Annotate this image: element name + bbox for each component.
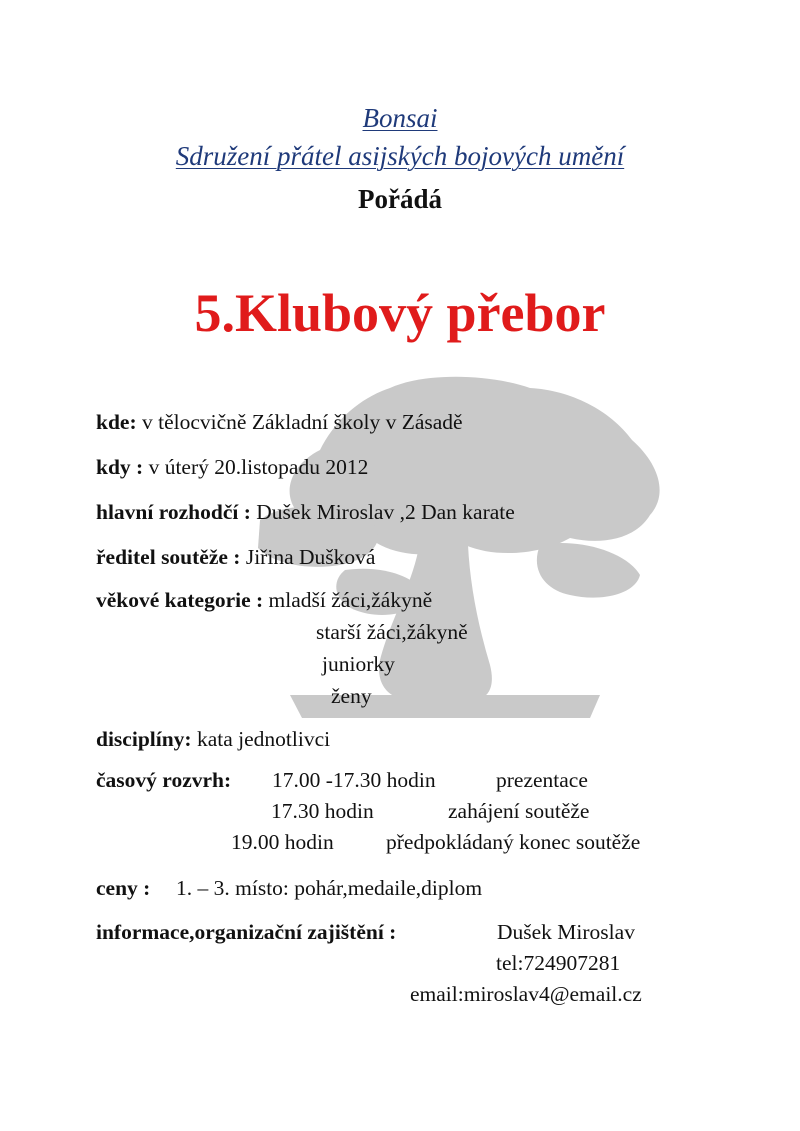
- where-row: [96, 410, 463, 435]
- schedule-event: zahájení soutěže: [448, 799, 590, 823]
- when-value: v úterý 20.listopadu 2012: [148, 455, 369, 479]
- club-name: Bonsai: [362, 103, 438, 133]
- category-item: starší žáci,žákyně: [316, 620, 468, 644]
- categories-row: [96, 588, 432, 613]
- schedule-event: předpokládaný konec soutěže: [386, 830, 641, 854]
- schedule-event: prezentace: [496, 768, 588, 792]
- info-email: email:miroslav4@email.cz: [410, 982, 642, 1006]
- club-full-name: Sdružení přátel asijských bojových umění: [175, 141, 625, 171]
- where-label: kde:: [96, 410, 137, 434]
- category-item: mladší žáci,žákyně: [268, 588, 433, 612]
- disciplines-label: disciplíny:: [96, 727, 192, 751]
- info-phone: tel:724907281: [496, 951, 621, 975]
- when-row: [96, 455, 368, 480]
- prizes-label: ceny :: [96, 876, 151, 900]
- where-value: v tělocvičně Základní školy v Zásadě: [142, 410, 463, 434]
- disciplines-row: [96, 727, 330, 752]
- info-label: informace,organizační zajištění :: [96, 920, 397, 944]
- event-title: 5.Klubový přebor: [194, 283, 606, 343]
- category-item: juniorky: [322, 652, 395, 676]
- director-row: [96, 545, 375, 570]
- when-label: kdy :: [96, 455, 144, 479]
- organizes-heading: Pořádá: [358, 184, 442, 214]
- referee-label: hlavní rozhodčí :: [96, 500, 251, 524]
- director-value: Jiřina Dušková: [245, 545, 376, 569]
- referee-value: Dušek Miroslav ,2 Dan karate: [256, 500, 515, 524]
- prizes-value: 1. – 3. místo: pohár,medaile,diplom: [176, 876, 483, 900]
- categories-label: věkové kategorie :: [96, 588, 264, 612]
- schedule-time: 17.30 hodin: [271, 799, 374, 823]
- info-name: Dušek Miroslav: [497, 920, 635, 944]
- category-item: ženy: [331, 684, 372, 708]
- disciplines-value: kata jednotlivci: [196, 727, 331, 751]
- schedule-time: 19.00 hodin: [231, 830, 334, 854]
- schedule-label: časový rozvrh:: [96, 768, 232, 792]
- schedule-time: 17.00 -17.30 hodin: [272, 768, 436, 792]
- director-label: ředitel soutěže :: [96, 545, 241, 569]
- referee-row: [96, 500, 515, 525]
